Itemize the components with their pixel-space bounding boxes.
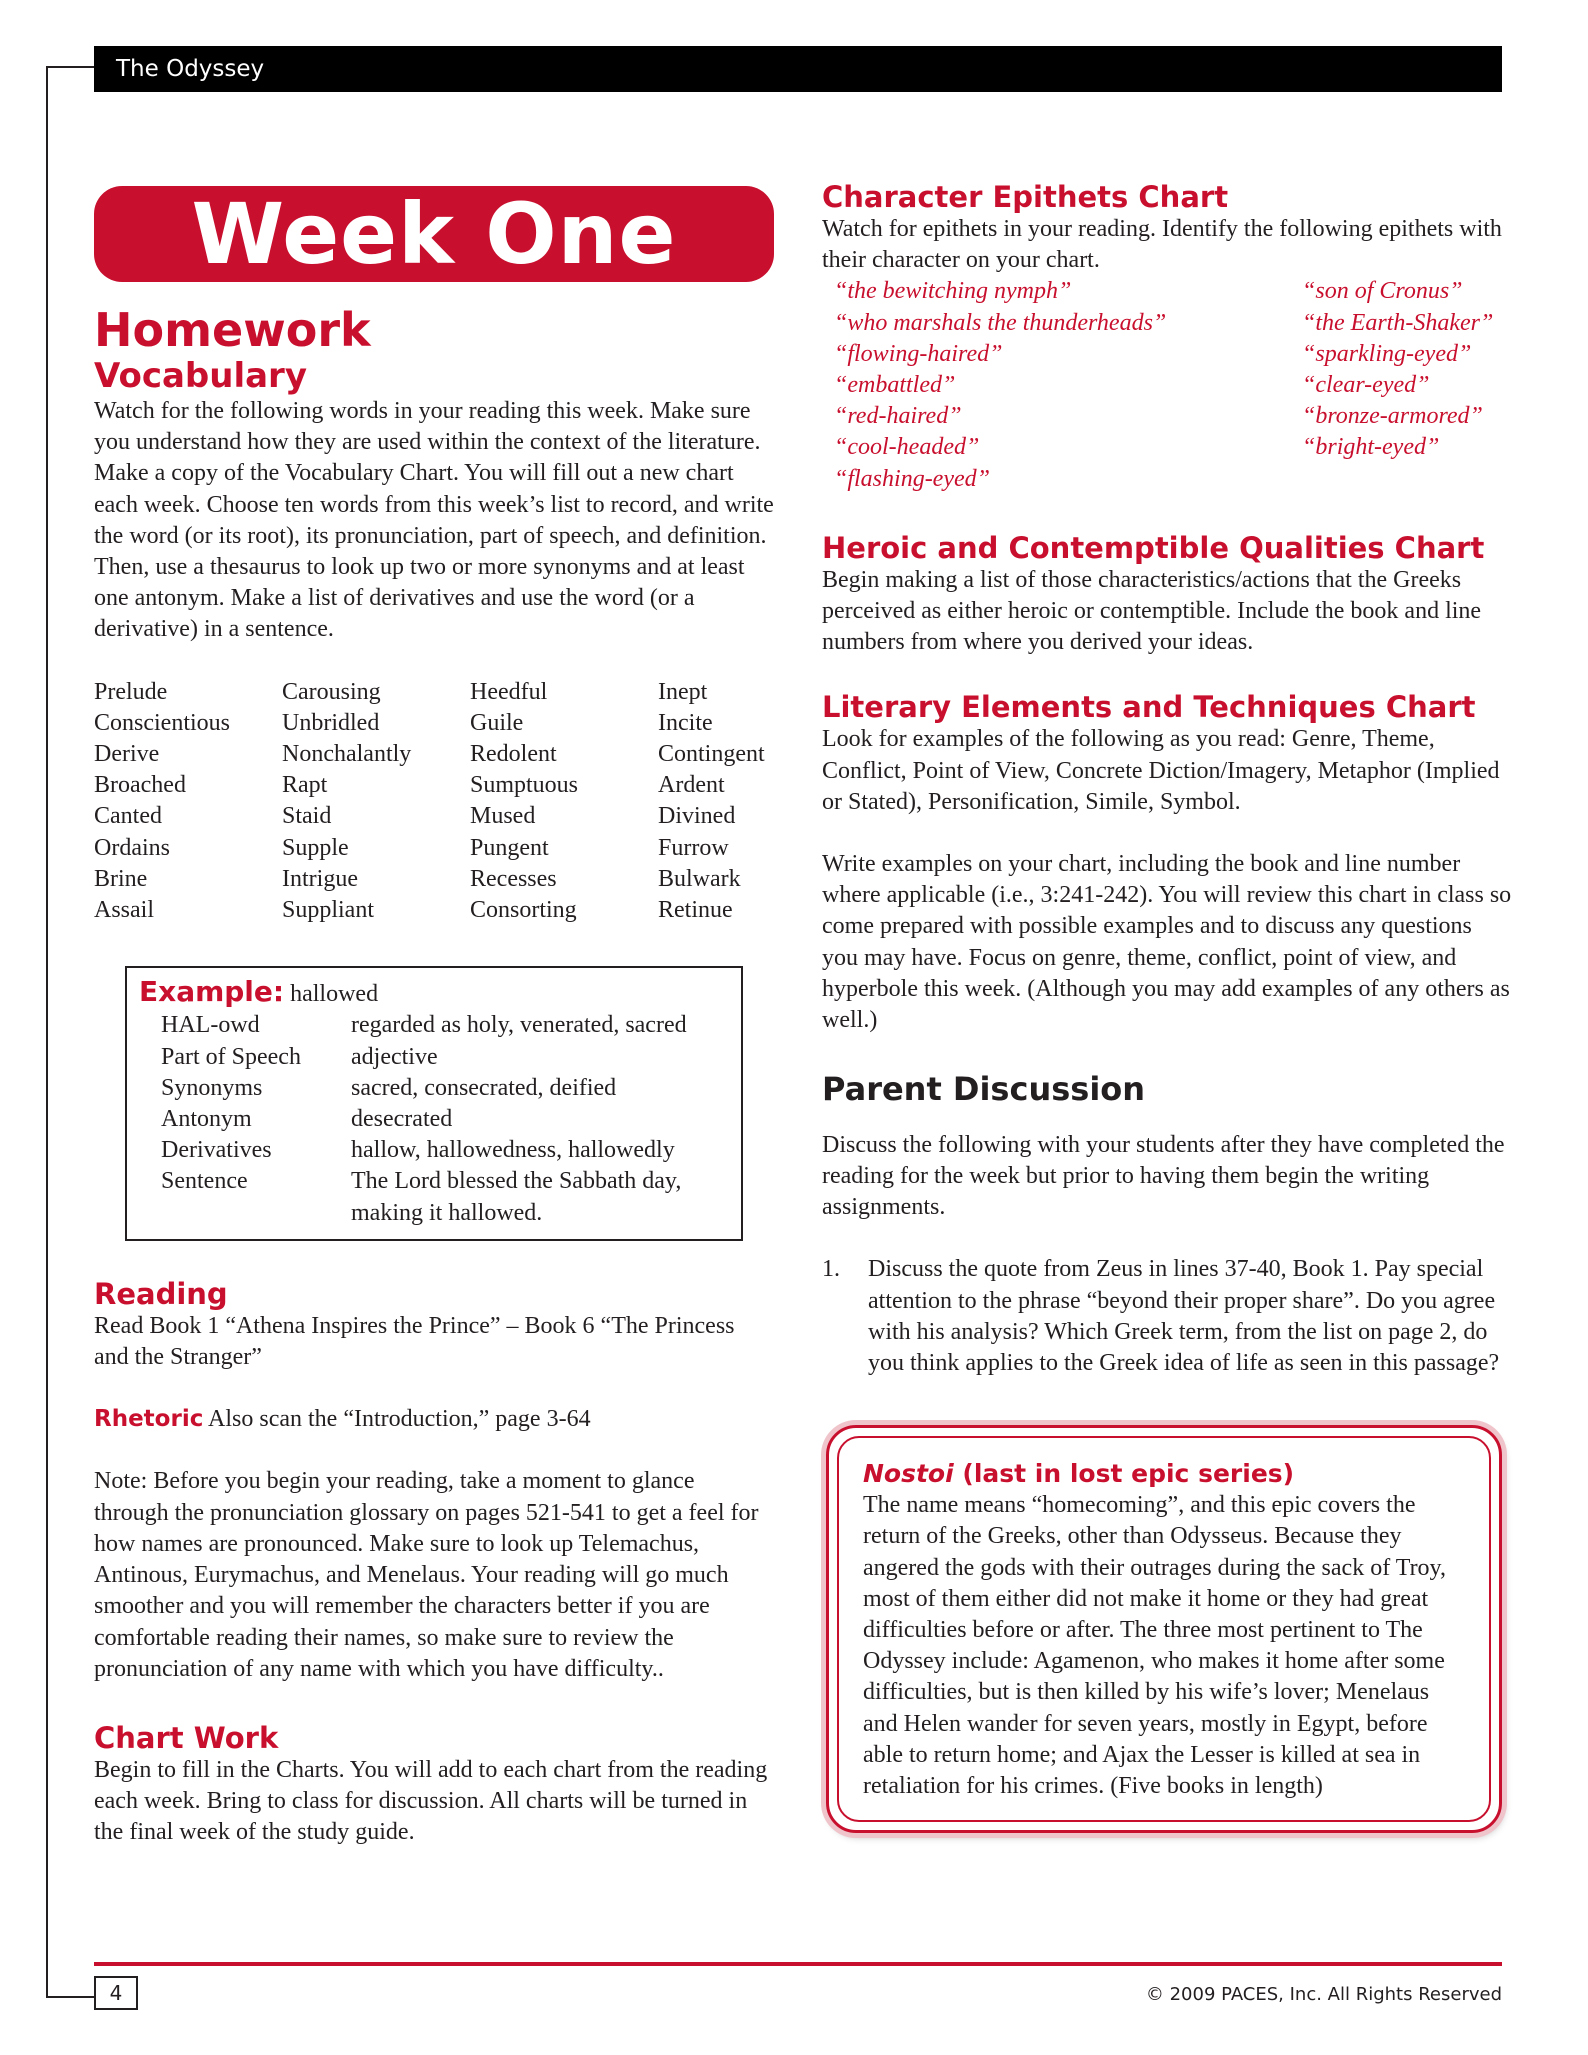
reading-note: Note: Before you begin your reading, take a moment to glance through the pronunciation glossary on pages 521-541 to get a feel for how names are pronounced. Make sure to look up Telemachus, Antinous, Eurymachus, and Menelaus. Your reading will go much smoother and you will remember the characters better if you are comfortable reading their names, so make sure to review the pronunciation of any name with which you have difficulty.. — [94, 1468, 759, 1682]
heroic-heading: Heroic and Contemptible Qualities Chart — [822, 530, 1485, 565]
chart-work-text: Begin to fill in the Charts. You will add to each chart from the reading each week. Bring to class for discussion. All charts will be turned in the final week of the study guide. — [94, 1756, 768, 1846]
rhetoric-text: Also scan the “Introduction,” page 3-64 — [203, 1406, 591, 1433]
example-value: hallow, hallowedness, hallowedly — [351, 1137, 675, 1164]
epithet-item: “sparkling-eyed” — [1302, 340, 1472, 367]
vocab-word: Broached — [94, 772, 186, 799]
example-key: Part of Speech — [161, 1043, 301, 1070]
vocab-word: Pungent — [470, 834, 549, 861]
nostoi-title-rest: (last in lost epic series) — [953, 1459, 1295, 1489]
example-value: sacred, consecrated, deified — [351, 1074, 617, 1101]
vocabulary-word-list — [94, 677, 774, 927]
vocab-word: Staid — [282, 803, 332, 830]
reading-heading: Reading — [94, 1276, 228, 1311]
literary-text-2: Write examples on your chart, including the book and line number where applicable (i.e., 3:241-242). You will review this chart in class so come prepared with possible examples and to discuss any questions you may have. Focus on genre, theme, conflict, point of view, and hyperbole this week. (Although you may add examples of any others as well.) — [822, 851, 1512, 1034]
nostoi-text: The name means “homecoming”, and this epic covers the return of the Greeks, other than Odysseus. Because they angered the gods with their outrages during the sack of Troy, most of them either did not make it home or they had great difficulties before or after. The three most pertinent to The Odyssey include: Agamenon, who makes it home after some difficulties, but is then killed by his wife’s lover; Menelaus and Helen wander for seven years, mostly in Egypt, before able to return home; and Ajax the Lesser is killed at sea in retaliation for his crimes. (Five books in length) — [863, 1492, 1446, 1799]
vocab-word: Supple — [282, 834, 349, 861]
vocab-word: Assail — [94, 897, 154, 924]
vocab-word: Retinue — [658, 897, 733, 924]
running-header: The Odyssey — [94, 46, 1502, 92]
example-row — [139, 1073, 721, 1104]
page-number: 4 — [94, 1976, 138, 2010]
vocabulary-heading: Vocabulary — [94, 356, 307, 396]
vocab-column-3 — [470, 677, 658, 927]
vocab-word: Brine — [94, 865, 148, 892]
copyright-notice: © 2009 PACES, Inc. All Rights Reserved — [1145, 1984, 1502, 2005]
right-column — [822, 180, 1512, 1833]
literary-text-1: Look for examples of the following as you read: Genre, Theme, Conflict, Point of View, Concrete Diction/Imagery, Metaphor (Implied or Stated), Personification, Simile, Symbol. — [822, 726, 1500, 815]
example-value: regarded as holy, venerated, sacred — [351, 1012, 687, 1039]
discussion-item — [822, 1254, 1512, 1379]
vocab-word: Ordains — [94, 834, 170, 861]
nostoi-title — [863, 1458, 1465, 1490]
vocab-word: Contingent — [658, 741, 765, 768]
page-frame-line — [46, 66, 48, 1998]
epithet-item: “flowing-haired” — [834, 340, 1003, 367]
epithet-item: “son of Cronus” — [1302, 278, 1463, 305]
footer-rule — [94, 1962, 1502, 1966]
epithet-item: “who marshals the thunderheads” — [834, 309, 1167, 336]
epithet-item: “flashing-eyed” — [834, 465, 990, 492]
chart-work-heading: Chart Work — [94, 1720, 279, 1755]
epithet-item: “bright-eyed” — [1302, 434, 1440, 461]
rhetoric-label: Rhetoric — [94, 1406, 204, 1433]
epithets-list — [822, 276, 1512, 494]
example-value: desecrated — [351, 1106, 453, 1133]
parent-discussion-intro: Discuss the following with your students after they have completed the reading for the week but prior to having them begin the writing assignments. — [822, 1131, 1505, 1221]
vocab-word: Furrow — [658, 834, 729, 861]
vocab-column-4 — [658, 677, 774, 927]
nostoi-callout — [826, 1425, 1502, 1833]
vocab-word: Canted — [94, 803, 162, 830]
literary-heading: Literary Elements and Techniques Chart — [822, 690, 1476, 725]
vocabulary-intro: Watch for the following words in your reading this week. Make sure you understand how they are used within the context of the literature. Make a copy of the Vocabulary Chart. You will fill out a new chart each week. Choose ten words from this week’s list to record, and write the word (or its root), its pronunciation, part of speech, and definition. Then, use a thesaurus to look up two or more synonyms and at least one antonym. Make a list of derivatives and use the word (or a derivative) in a sentence. — [94, 398, 774, 643]
vocab-word: Conscientious — [94, 709, 230, 736]
example-row — [139, 1010, 721, 1041]
epithet-item: “clear-eyed” — [1302, 372, 1430, 399]
week-title-banner: Week One — [94, 186, 774, 282]
example-value: adjective — [351, 1043, 438, 1070]
example-row — [139, 1042, 721, 1073]
epithet-item: “the bewitching nymph” — [834, 278, 1072, 305]
vocab-word: Unbridled — [282, 709, 380, 736]
vocab-word: Nonchalantly — [282, 741, 412, 768]
epithets-heading: Character Epithets Chart — [822, 180, 1229, 214]
epithet-empty — [1290, 464, 1510, 495]
vocab-word: Consorting — [470, 897, 577, 924]
page-frame-top — [46, 66, 94, 68]
epithet-item: “red-haired” — [834, 403, 962, 430]
discussion-number: 1. — [822, 1256, 840, 1283]
vocab-word: Ardent — [658, 772, 725, 799]
vocab-word: Divined — [658, 803, 736, 830]
parent-discussion-heading: Parent Discussion — [822, 1070, 1146, 1109]
vocab-word: Rapt — [282, 772, 328, 799]
epithet-item: “embattled” — [834, 372, 956, 399]
example-key: Derivatives — [161, 1137, 272, 1164]
vocab-word: Inept — [658, 678, 708, 705]
example-header — [139, 976, 721, 1010]
example-key: Sentence — [161, 1168, 248, 1195]
reading-text: Read Book 1 “Athena Inspires the Prince” – Book 6 “The Princess and the Stranger” — [94, 1312, 735, 1371]
example-key: HAL-owd — [161, 1012, 260, 1039]
nostoi-callout-inner — [837, 1436, 1491, 1822]
example-key: Synonyms — [161, 1074, 263, 1101]
example-label: Example: — [139, 975, 285, 1009]
discussion-text: Discuss the quote from Zeus in lines 37-40, Book 1. Pay special attention to the phrase “beyond their proper share”. Do you agree with his analysis? Which Greek term, from the list on page 2, do you think applies to the Greek idea of life as seen in this passage? — [868, 1256, 1500, 1376]
example-row — [139, 1104, 721, 1135]
vocab-word: Heedful — [470, 678, 548, 705]
epithets-intro: Watch for epithets in your reading. Identify the following epithets with their character on your chart. — [822, 216, 1502, 274]
left-column — [94, 186, 774, 1849]
nostoi-title-italic: Nostoi — [863, 1459, 954, 1489]
vocab-word: Sumptuous — [470, 772, 579, 799]
example-key: Antonym — [161, 1106, 252, 1133]
vocab-word: Prelude — [94, 678, 168, 705]
vocab-column-1 — [94, 677, 282, 927]
example-value: The Lord blessed the Sabbath day, making it hallowed. — [351, 1168, 682, 1226]
example-row — [139, 1166, 721, 1228]
page-frame-bottom — [46, 1996, 94, 1998]
homework-heading: Homework — [94, 303, 371, 357]
epithet-item: “bronze-armored” — [1302, 403, 1483, 430]
epithet-item: “the Earth-Shaker” — [1302, 309, 1494, 336]
rhetoric-line — [94, 1404, 774, 1435]
vocab-word: Intrigue — [282, 865, 358, 892]
vocab-word: Carousing — [282, 678, 381, 705]
vocabulary-example-box — [125, 966, 743, 1241]
vocab-word: Guile — [470, 709, 524, 736]
vocab-word: Recesses — [470, 865, 557, 892]
epithet-item: “cool-headed” — [834, 434, 980, 461]
example-row — [139, 1135, 721, 1166]
heroic-text: Begin making a list of those characteristics/actions that the Greeks perceived as either heroic or contemptible. Include the book and line numbers from where you derived your ideas. — [822, 566, 1482, 656]
vocab-column-2 — [282, 677, 470, 927]
vocab-word: Bulwark — [658, 865, 741, 892]
example-word: hallowed — [290, 981, 379, 1008]
vocab-word: Suppliant — [282, 897, 375, 924]
vocab-word: Redolent — [470, 741, 557, 768]
vocab-word: Derive — [94, 741, 160, 768]
vocab-word: Mused — [470, 803, 536, 830]
vocab-word: Incite — [658, 709, 713, 736]
